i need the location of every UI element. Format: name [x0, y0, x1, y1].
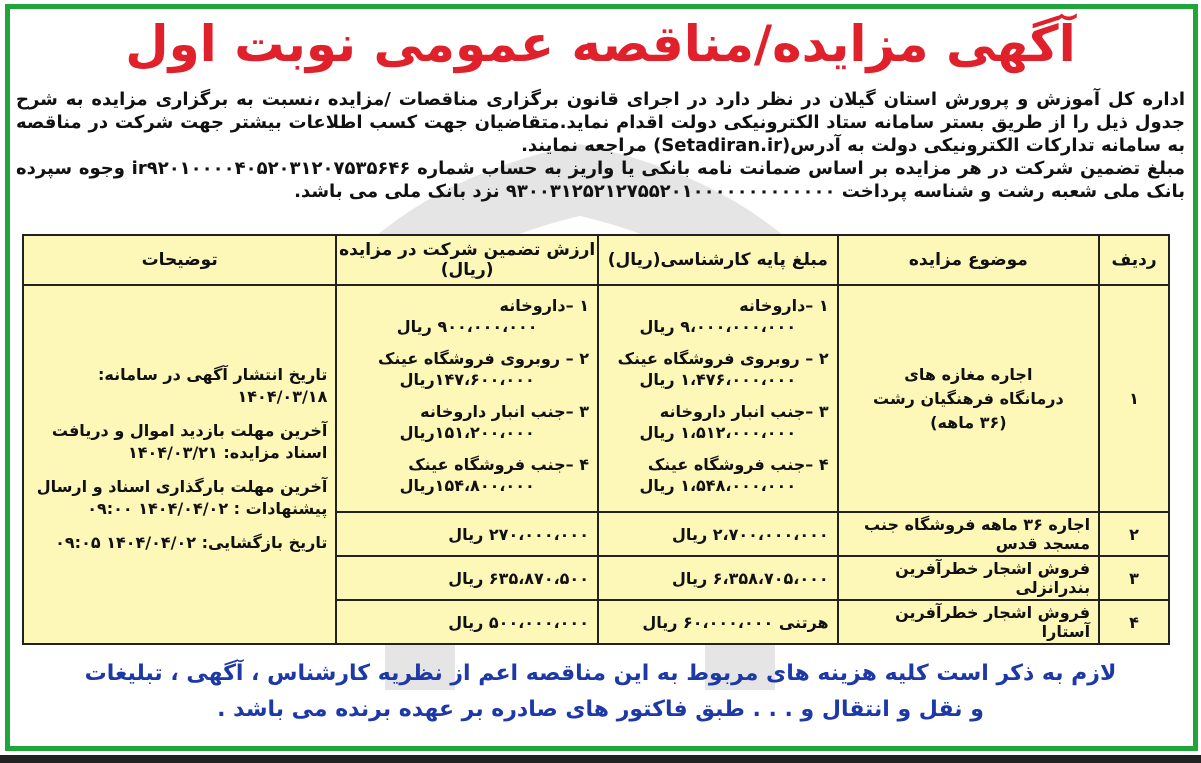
auction-table — [22, 234, 1170, 645]
row-base-price — [598, 285, 838, 512]
opening-date-block: تاریخ بازگشایی: ۱۴۰۴/۰۴/۰۲ ۰۹:۰۵ — [55, 532, 328, 552]
row-subject — [838, 285, 1099, 512]
table-header-row — [23, 235, 1169, 285]
subject-line: اجاره مغازه های — [904, 364, 1033, 384]
row-guarantee — [336, 285, 598, 512]
visit-deadline-block: آخرین مهلت بازدید اموال و دریافت اسناد مزایده: ۱۴۰۴/۰۳/۲۱ — [51, 420, 328, 462]
intro-paragraph-2: مبلغ تضمین شرکت در هر مزایده بر اساس ضمانت نامه بانکی یا واریز به حساب شماره ir۹۲۰۱۰۰۰۰۴۰۵۲۰۳۱۲۰۷۵۳۵۶۴۶ وجوه سپرده بانک ملی شعبه رشت و شناسه پرداخت ۹۳۰۰۳۱۲۵۲۱۲۷۵۵۲۰۱۰۰۰۰۰۰۰۰۰۰۰۰۰ نزد بانک ملی می باشد. — [16, 158, 1186, 202]
row-number: ۲ — [1099, 512, 1169, 556]
price-item: ۱ –داروخانه ۹،۰۰۰،۰۰۰،۰۰۰ ریال — [639, 296, 829, 336]
row-subject: اجاره ۳۶ ماهه فروشگاه جنب مسجد قدس — [838, 512, 1099, 556]
footer-line-1: لازم به ذکر است کلیه هزینه های مربوط به این مناقصه اعم از نظریه کارشناس ، آگهی ، تبلیغات — [84, 661, 1117, 686]
header-row-number: ردیف — [1099, 235, 1169, 285]
guarantee-item: ۴ –جنب فروشگاه عینک ۱۵۴،۸۰۰،۰۰۰ریال — [399, 455, 589, 495]
guarantee-item: ۲ – روبروی فروشگاه عینک ۱۴۷،۶۰۰،۰۰۰ریال — [377, 349, 589, 389]
price-item: ۳ –جنب انبار داروخانه ۱،۵۱۲،۰۰۰،۰۰۰ ریال — [639, 402, 829, 442]
header-subject: موضوع مزایده — [838, 235, 1099, 285]
subject-line: درمانگاه فرهنگیان رشت — [873, 388, 1064, 408]
intro-paragraph-1: اداره کل آموزش و پرورش استان گیلان در نظر دارد در اجرای قانون برگزاری مناقصات /مزایده ،نسبت به برگزاری مزایده به شرح جدول ذیل را از طریق بستر سامانه ستاد الکترونیکی دولت اقدام نماید.متقاضیان جهت کسب اطلاعات بیشتر جهت شرکت در مناقصه به سامانه تدارکات الکترونیکی دولت به آدرس(Setadiran.ir) مراجعه نمایند. — [16, 89, 1185, 156]
row-guarantee: ۵۰۰،۰۰۰،۰۰۰ ریال — [336, 600, 598, 644]
row-base-price: ۶،۳۵۸،۷۰۵،۰۰۰ ریال — [598, 556, 838, 600]
footer-note — [14, 656, 1187, 728]
submit-deadline-block: آخرین مهلت بارگذاری اسناد و ارسال پیشنهادات : ۱۴۰۴/۰۴/۰۲ ۰۹:۰۰ — [36, 476, 328, 518]
intro-text — [16, 88, 1185, 203]
header-base-price: مبلغ پایه کارشناسی(ریال) — [598, 235, 838, 285]
bottom-divider — [0, 755, 1201, 763]
header-guarantee: ارزش تضمین شرکت در مزایده (ریال) — [336, 235, 598, 285]
row-base-price: هرتنی ۶۰،۰۰۰،۰۰۰ ریال — [598, 600, 838, 644]
row-base-price: ۲،۷۰۰،۰۰۰،۰۰۰ ریال — [598, 512, 838, 556]
price-item: ۴ –جنب فروشگاه عینک ۱،۵۴۸،۰۰۰،۰۰۰ ریال — [639, 455, 829, 495]
price-item: ۲ – روبروی فروشگاه عینک ۱،۴۷۶،۰۰۰،۰۰۰ ریال — [617, 349, 829, 389]
row-number: ۴ — [1099, 600, 1169, 644]
row-number: ۳ — [1099, 556, 1169, 600]
ad-title: آگهی مزایده/مناقصه عمومی نوبت اول — [125, 15, 1076, 73]
guarantee-item: ۱ –داروخانه ۹۰۰،۰۰۰،۰۰۰ ریال — [396, 296, 589, 336]
row-number: ۱ — [1099, 285, 1169, 512]
guarantee-item: ۳ –جنب انبار داروخانه ۱۵۱،۲۰۰،۰۰۰ریال — [399, 402, 589, 442]
row-guarantee: ۲۷۰،۰۰۰،۰۰۰ ریال — [336, 512, 598, 556]
subject-line: (۳۶ ماهه) — [930, 412, 1007, 432]
row-subject: فروش اشجار خطرآفرین بندرانزلی — [838, 556, 1099, 600]
header-notes: توضیحات — [23, 235, 336, 285]
row-notes — [23, 285, 336, 644]
row-guarantee: ۶۳۵،۸۷۰،۵۰۰ ریال — [336, 556, 598, 600]
table-row — [23, 285, 1169, 512]
row-subject: فروش اشجار خطرآفرین آستارا — [838, 600, 1099, 644]
footer-line-2: و نقل و انتقال و . . . طبق فاکتور های صادره بر عهده برنده می باشد . — [217, 697, 984, 722]
publish-date-block: تاریخ انتشار آگهی در سامانه: ۱۴۰۴/۰۳/۱۸ — [98, 364, 328, 406]
